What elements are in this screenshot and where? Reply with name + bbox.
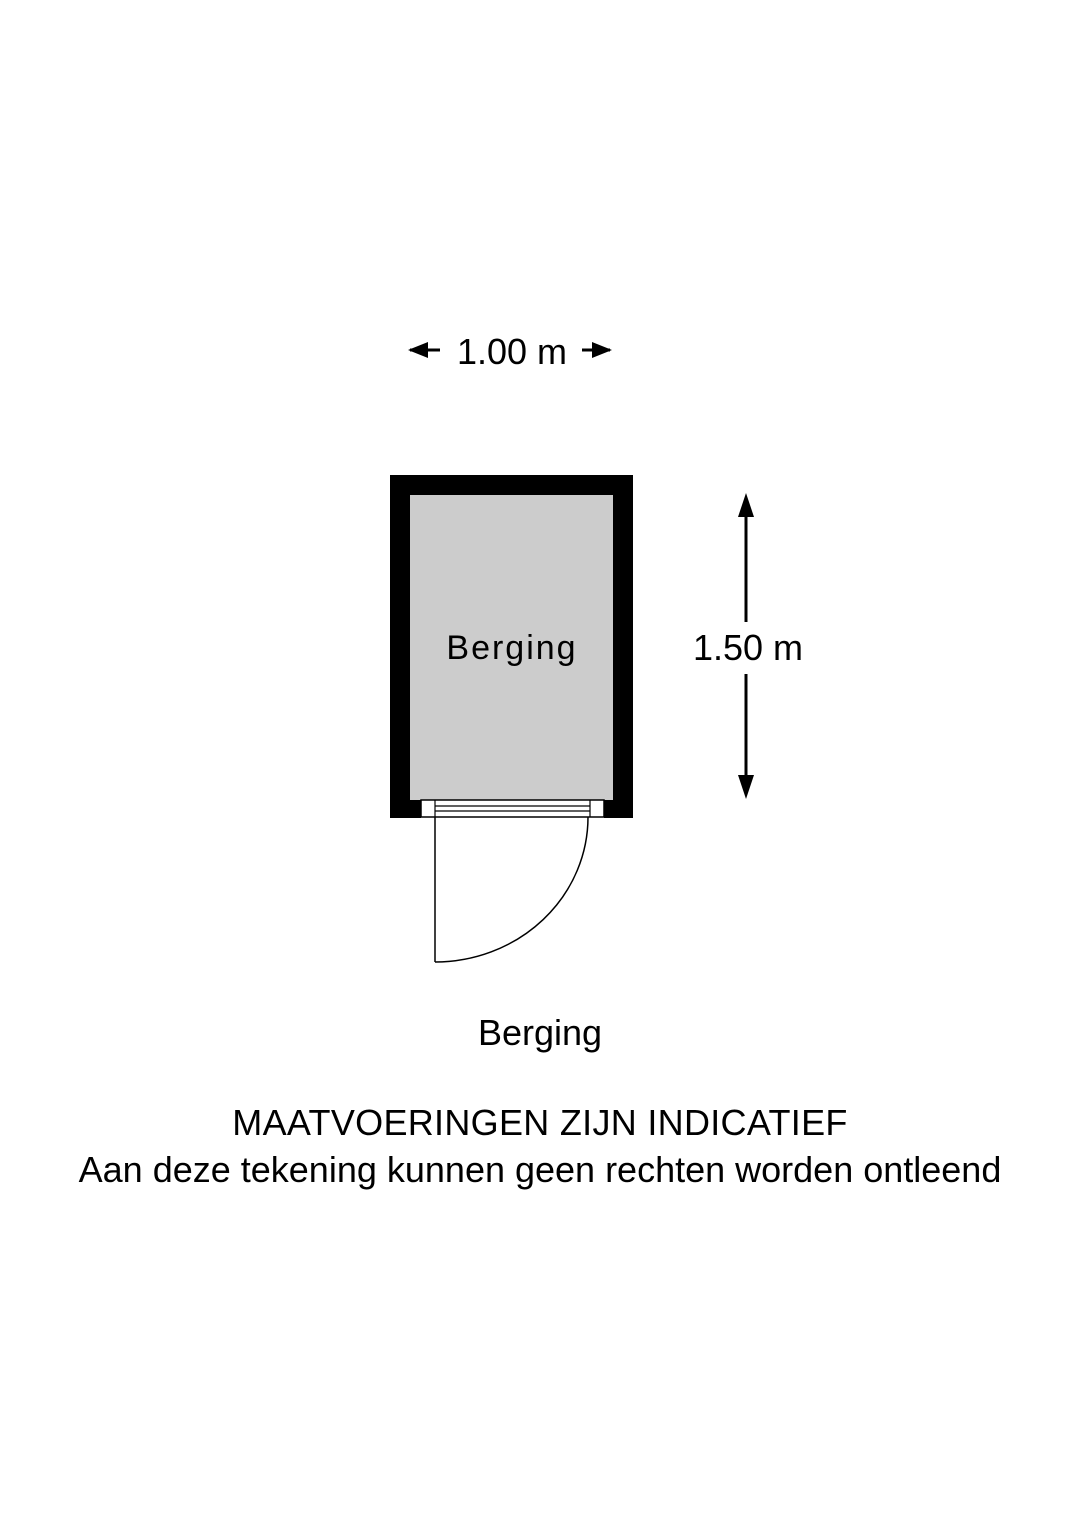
depth-dimension [693,493,803,799]
width-arrowhead-right [592,342,612,358]
width-label: 1.00 m [456,331,568,372]
room-name-label: Berging [446,629,578,667]
depth-arrowhead-bottom [738,775,754,799]
width-arrowhead-left [408,342,428,358]
door-swing-arc [435,817,588,962]
depth-arrowhead-top [738,493,754,517]
depth-label: 1.50 m [692,627,804,668]
floor-label: Berging [477,1012,603,1053]
room-berging [390,475,633,818]
width-dimension [408,331,612,372]
disclaimer-title: MAATVOERINGEN ZIJN INDICATIEF [232,1102,848,1143]
disclaimer-text: Aan deze tekening kunnen geen rechten worden ontleend [78,1149,1002,1190]
door-threshold [421,800,604,817]
door-swing [435,817,588,962]
